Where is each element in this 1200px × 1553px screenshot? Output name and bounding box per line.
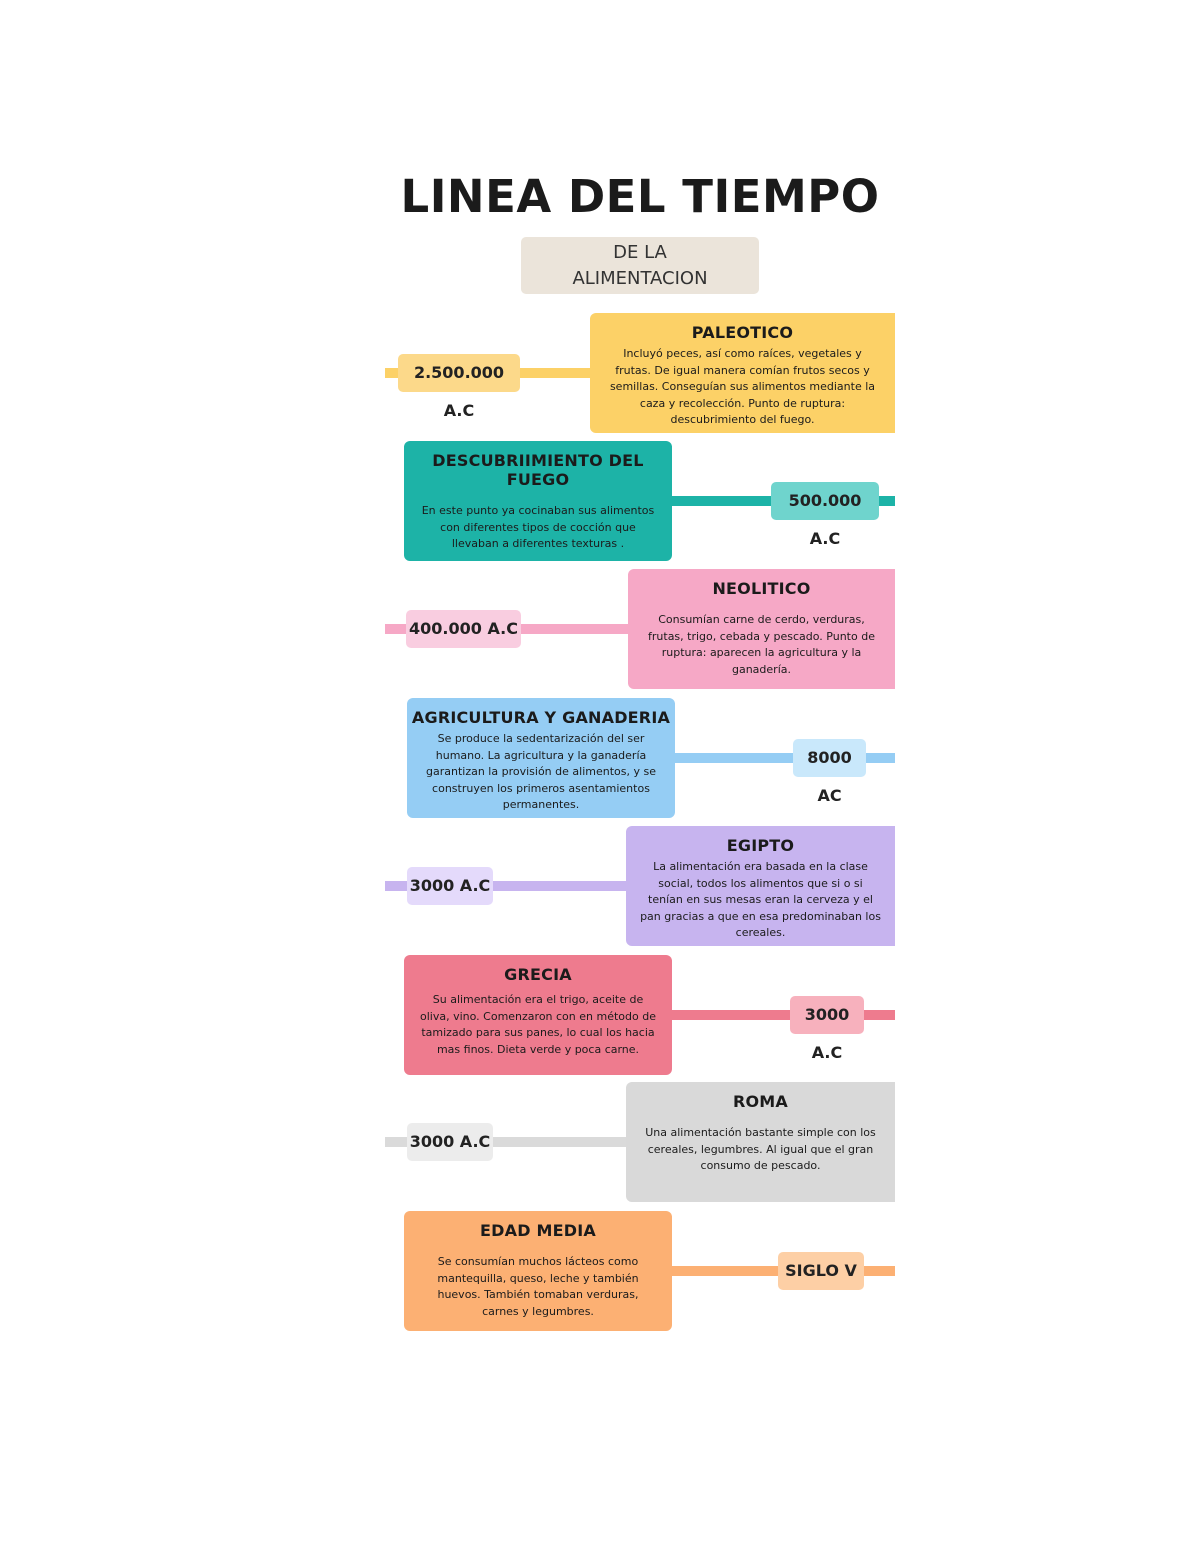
timeline-event-edad-media	[385, 1211, 895, 1331]
event-title: NEOLITICO	[712, 579, 811, 598]
event-description: Se consumían muchos lácteos como mantequilla, queso, leche y también huevos. También tomaban verduras, carnes y legumbres.	[437, 1255, 639, 1318]
timeline-event-fuego	[385, 441, 895, 561]
event-date: 2.500.000 A.C	[398, 354, 520, 392]
timeline-event-paleotico	[385, 313, 895, 433]
event-title: PALEOTICO	[691, 323, 794, 342]
event-description: Consumían carne de cerdo, verduras, frutas, trigo, cebada y pescado. Punto de ruptura: aparecen la agricultura y la ganadería.	[648, 613, 875, 676]
subtitle-line-2: ALIMENTACION	[572, 268, 708, 289]
event-title: DESCUBRIIMIENTO DEL FUEGO	[432, 451, 644, 489]
timeline-event-agricultura	[385, 698, 895, 818]
event-description: En este punto ya cocinaban sus alimentos con diferentes tipos de cocción que llevaban a diferentes texturas .	[421, 504, 655, 550]
event-card	[404, 1211, 672, 1331]
event-title: EGIPTO	[726, 836, 795, 855]
event-card	[626, 826, 895, 946]
event-date: 8000 AC	[793, 739, 866, 777]
event-card	[626, 1082, 895, 1202]
event-description: La alimentación era basada en la clase social, todos los alimentos que si o si tenían en sus mesas eran la cerveza y el pan gracias a que en esa predominaban los cereales.	[640, 860, 881, 939]
timeline-event-egipto	[385, 826, 895, 946]
event-description: Su alimentación era el trigo, aceite de oliva, vino. Comenzaron con en método de tamizado para sus panes, lo cual los hacia mas finos. Dieta verde y poca carne.	[420, 993, 656, 1056]
event-date: 3000 A.C	[407, 1123, 493, 1161]
event-card	[407, 698, 675, 818]
event-title: GRECIA	[504, 965, 572, 984]
subtitle-line-1: DE LA	[613, 242, 667, 263]
event-description: Incluyó peces, así como raíces, vegetales y frutas. De igual manera comían frutos secos y semillas. Conseguían sus alimentos mediante la caza y recolección. Punto de ruptura: descubrimiento del fuego.	[609, 347, 876, 426]
event-card	[404, 441, 672, 561]
event-date: 500.000 A.C	[771, 482, 879, 520]
event-date: 3000 A.C	[790, 996, 864, 1034]
event-title: AGRICULTURA Y GANADERIA	[411, 708, 671, 727]
event-card	[404, 955, 672, 1075]
event-date: 400.000 A.C	[406, 610, 521, 648]
subtitle-box	[521, 237, 759, 294]
event-title: ROMA	[732, 1092, 789, 1111]
page-title: LINEA DEL TIEMPO	[400, 170, 880, 223]
event-description: Se produce la sedentarización del ser humano. La agricultura y la ganadería garantizan la provisión de alimentos, y se construyen los primeros asentamientos permanentes.	[426, 732, 656, 811]
event-card	[590, 313, 895, 433]
timeline-event-roma	[385, 1082, 895, 1202]
timeline-event-neolitico	[385, 569, 895, 689]
event-card	[628, 569, 895, 689]
event-date: 3000 A.C	[407, 867, 493, 905]
event-date: SIGLO V	[778, 1252, 864, 1290]
timeline-event-grecia	[385, 955, 895, 1075]
event-description: Una alimentación bastante simple con los cereales, legumbres. Al igual que el gran consumo de pescado.	[645, 1126, 876, 1172]
event-title: EDAD MEDIA	[480, 1221, 596, 1240]
